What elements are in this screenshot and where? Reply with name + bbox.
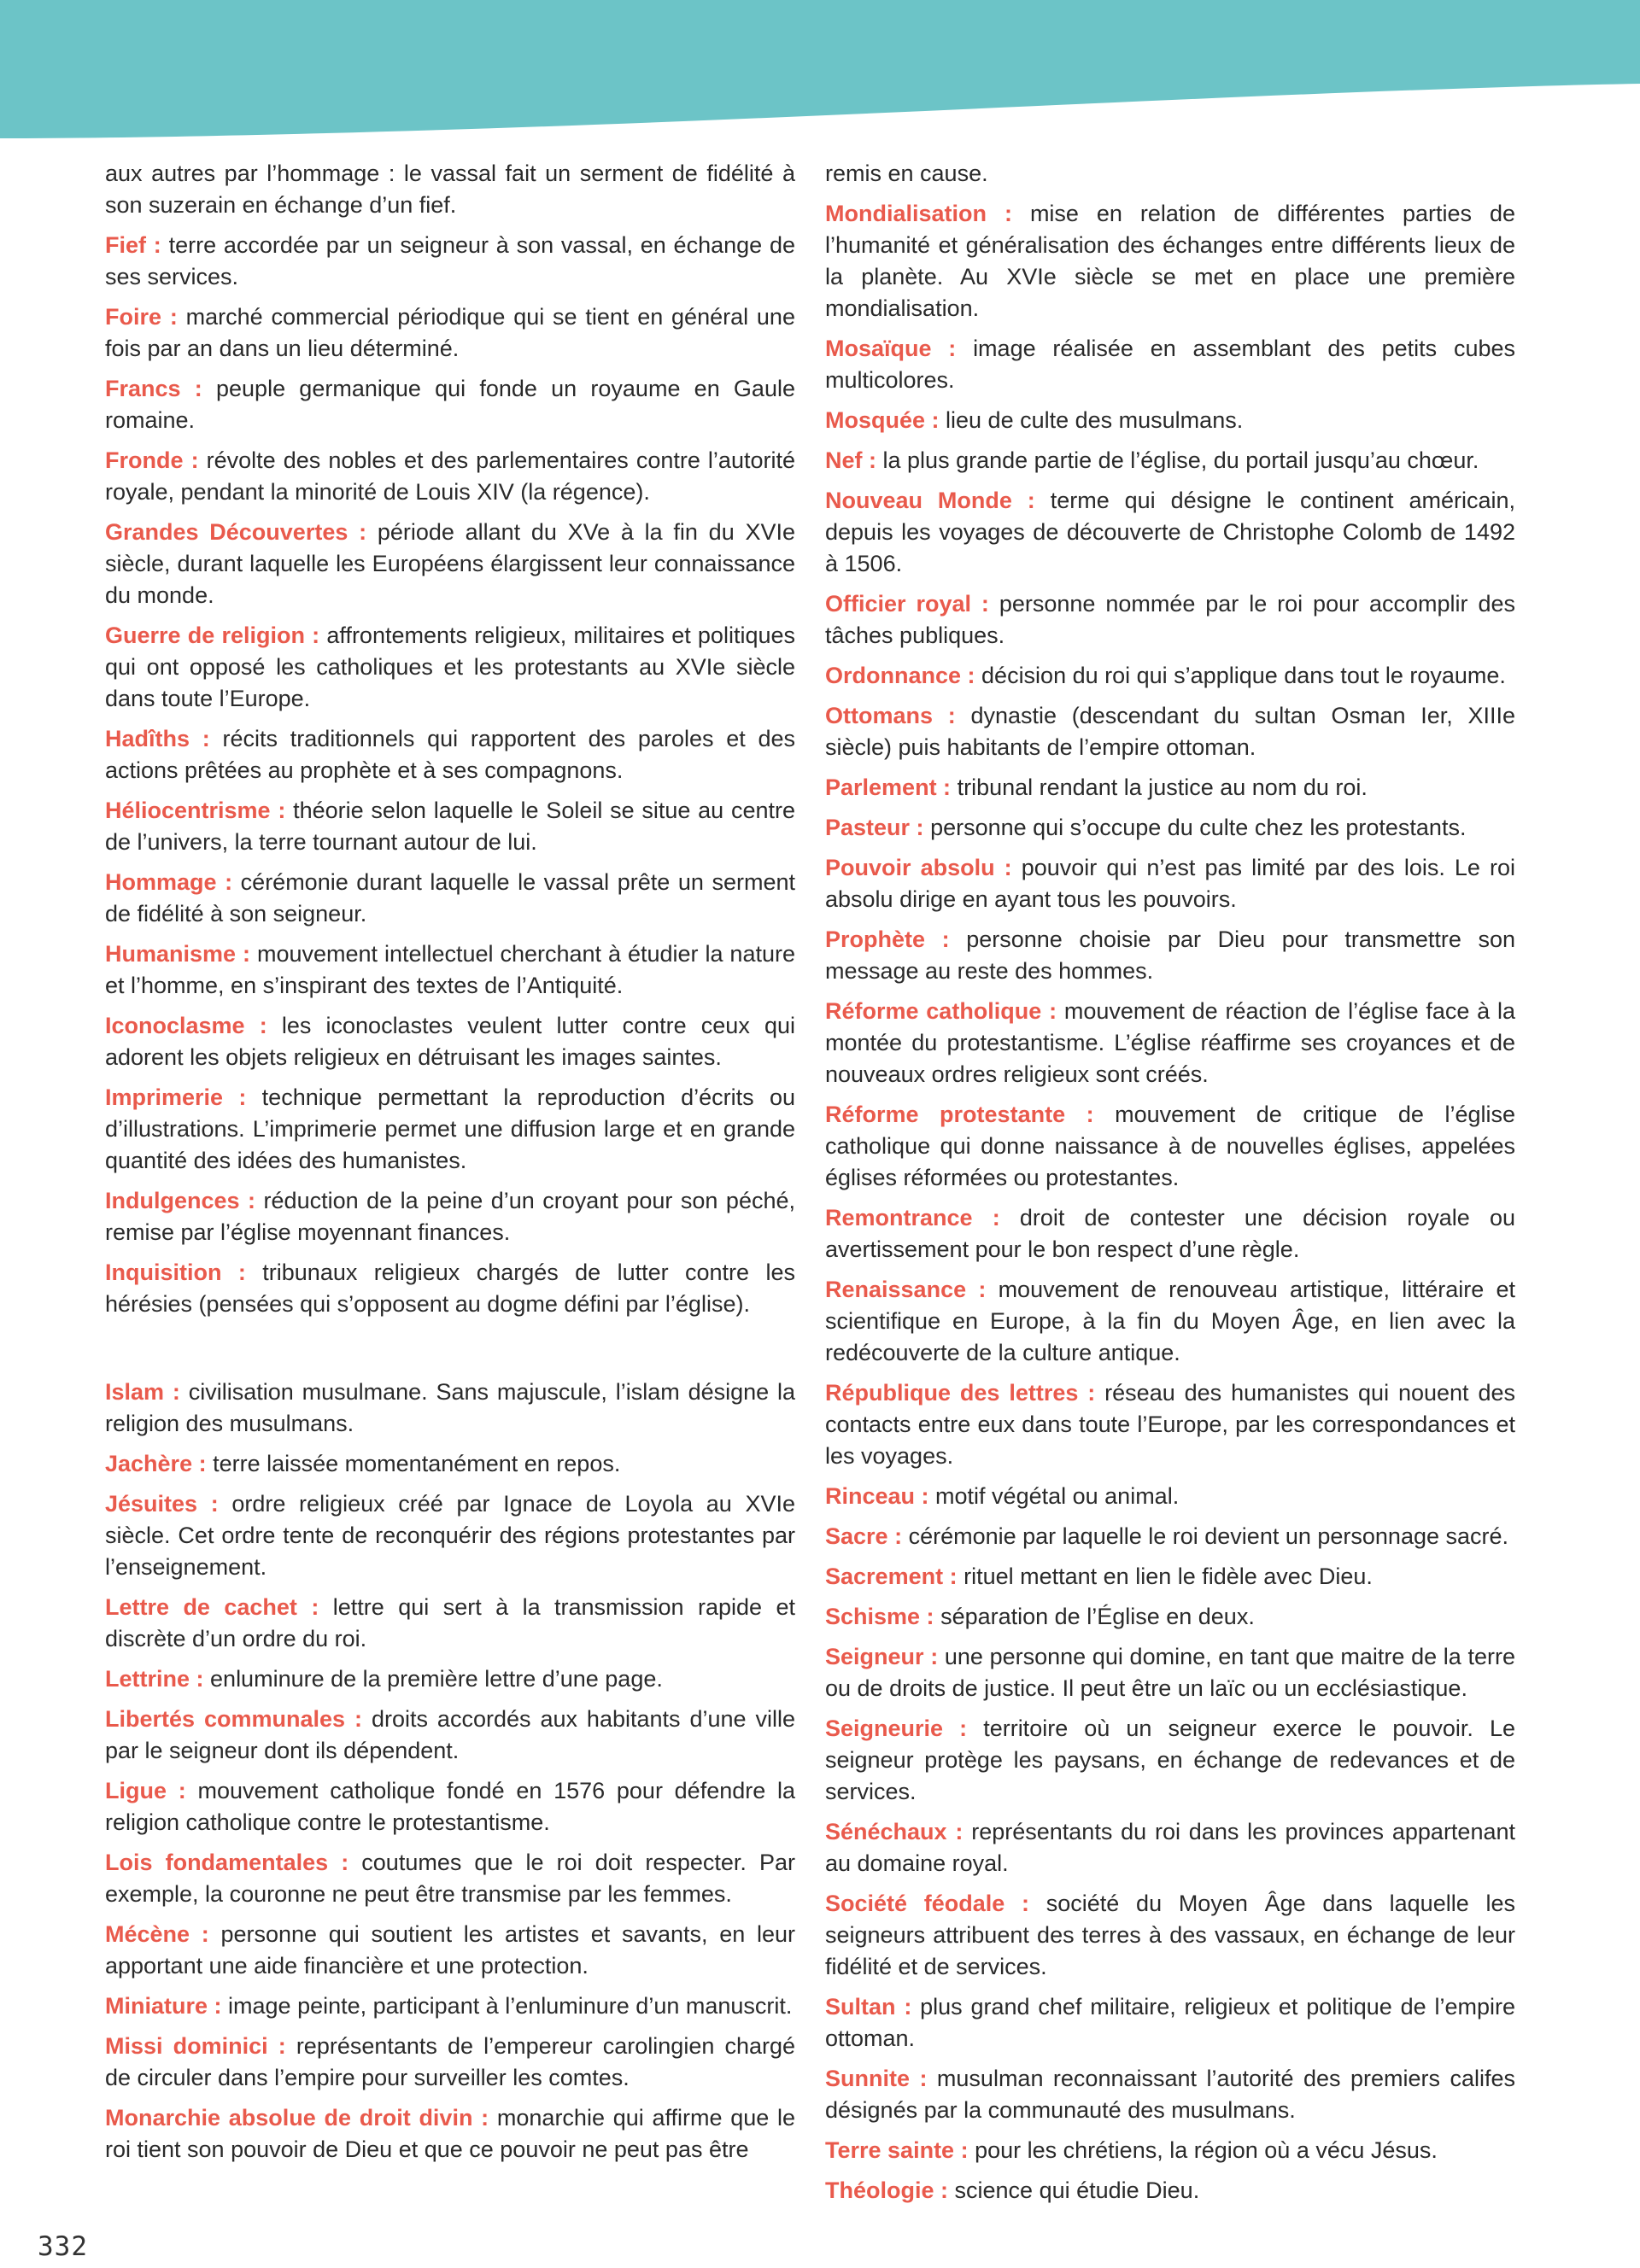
glossary-entry [825,198,1515,324]
entry-definition: mise en relation de différentes parties de l’humanité et généralisation des échanges entre différents lieux de la planète. Au XVIe siècle se met en place une première mondialisation. [825,201,1515,321]
entry-term: Sacre : [825,1523,903,1549]
entry-term: Francs : [105,376,202,401]
glossary-entry [825,2175,1515,2207]
glossary-entry [105,1919,795,1982]
entry-definition: lettre qui sert à la transmission rapide et discrète d’un ordre du roi. [105,1594,795,1651]
entry-definition: image réalisée en assemblant des petits cubes multicolores. [825,336,1515,393]
entry-definition: aux autres par l’hommage : le vassal fait un serment de fidélité à son suzerain en échange d’un fief. [105,161,795,218]
glossary-entry [105,1082,795,1177]
glossary-entry [825,1377,1515,1472]
glossary-entry [825,333,1515,396]
glossary-right-column [825,158,1515,2215]
entry-definition: mouvement de critique de l’église catholique qui donne naissance à de nouvelles églises, appelées églises réformées ou protestantes. [825,1102,1515,1190]
glossary-entry [825,1816,1515,1879]
entry-term: Sultan : [825,1994,912,2020]
entry-definition: enluminure de la première lettre d’une page. [210,1666,663,1692]
entry-term: Islam : [105,1379,180,1405]
entry-term: Société féodale : [825,1891,1030,1916]
entry-definition: plus grand chef militaire, religieux et politique de l’empire ottoman. [825,1994,1515,2051]
entry-definition: civilisation musulmane. Sans majuscule, l’islam désigne la religion des musulmans. [105,1379,795,1436]
entry-term: Sénéchaux : [825,1819,964,1844]
glossary-entry [105,1448,795,1480]
glossary-entry [105,158,795,221]
entry-term: Pasteur : [825,815,924,840]
glossary-entry [825,2135,1515,2166]
entry-definition: motif végétal ou animal. [935,1483,1180,1509]
entry-definition: remis en cause. [825,161,988,186]
entry-definition: droit de contester une décision royale ou avertissement pour le bon respect d’une règle. [825,1205,1515,1262]
glossary-entry [825,1481,1515,1512]
glossary-entry [825,1274,1515,1369]
entry-definition: monarchie qui affirme que le roi tient son pouvoir de Dieu et que ce pouvoir ne peut pas être [105,2105,795,2162]
entry-term: Hommage : [105,869,233,895]
entry-term: Ligue : [105,1778,186,1803]
glossary-entry [105,1990,795,2022]
entry-definition: personne nommée par le roi pour accomplir des tâches publiques. [825,591,1515,648]
glossary-entry [105,620,795,715]
entry-definition: théorie selon laquelle le Soleil se situe au centre de l’univers, la terre tournant autour de lui. [105,798,795,855]
glossary-entry [105,723,795,786]
entry-definition: représentants du roi dans les provinces appartenant au domaine royal. [825,1819,1516,1876]
glossary-entry [105,230,795,293]
entry-term: Héliocentrisme : [105,798,286,823]
entry-definition: une personne qui domine, en tant que maitre de la terre ou de droits de justice. Il peut être un laïc ou un ecclésiastique. [825,1644,1515,1701]
entry-term: Sunnite : [825,2066,928,2091]
entry-definition: cérémonie par laquelle le roi devient un personnage sacré. [908,1523,1509,1549]
glossary-entry [105,1010,795,1073]
entry-term: Miniature : [105,1993,222,2019]
entry-term: Théologie : [825,2177,948,2203]
entry-term: Mécène : [105,1921,209,1947]
glossary-entry [825,996,1515,1090]
glossary-entry [105,1592,795,1655]
glossary-entry [105,1377,795,1440]
glossary-entry [105,2102,795,2166]
entry-term: Inquisition : [105,1260,246,1285]
glossary-entry [825,772,1515,804]
entry-term: Réforme protestante : [825,1102,1094,1127]
entry-definition: pour les chrétiens, la région où a vécu Jésus. [975,2137,1438,2163]
glossary-entry [105,373,795,436]
entry-term: Imprimerie : [105,1084,247,1110]
glossary-left-column [105,158,795,2174]
entry-term: Ordonnance : [825,663,975,688]
entry-definition: récits traditionnels qui rapportent des paroles et des actions prêtées au prophète et à ses compagnons. [105,726,795,783]
entry-definition: séparation de l’Église en deux. [940,1604,1255,1629]
glossary-entry [825,1713,1515,1808]
entry-term: République des lettres : [825,1380,1096,1406]
entry-definition: terre accordée par un seigneur à son vassal, en échange de ses services. [105,232,795,289]
entry-definition: droits accordés aux habitants d’une ville par le seigneur dont ils dépendent. [105,1706,795,1763]
glossary-entry [825,700,1515,763]
glossary-entry [105,867,795,930]
glossary-entry [825,1561,1515,1593]
entry-term: Fief : [105,232,161,258]
glossary-entry [825,158,1515,190]
glossary-entry [825,1641,1515,1704]
page-number: 332 [38,2231,88,2262]
glossary-entry [825,1888,1515,1983]
entry-definition: terre laissée momentanément en repos. [213,1451,621,1476]
glossary-entry [105,445,795,508]
entry-definition: tribunaux religieux chargés de lutter contre les hérésies (pensées qui s’opposent au dogme défini par l’église). [105,1260,795,1317]
entry-definition: période allant du XVe à la fin du XVIe siècle, durant laquelle les Européens élargissent leur connaissance du monde. [105,519,795,608]
entry-definition: image peinte, participant à l’enluminure d’un manuscrit. [228,1993,793,2019]
entry-term: Parlement : [825,775,952,800]
entry-term: Nouveau Monde : [825,488,1035,513]
entry-term: Foire : [105,304,178,330]
entry-term: Humanisme : [105,941,250,967]
entry-definition: cérémonie durant laquelle le vassal prête un serment de fidélité à son seigneur. [105,869,795,926]
glossary-entry [825,445,1515,476]
entry-term: Officier royal : [825,591,989,617]
glossary-entry [105,1488,795,1583]
entry-definition: technique permettant la reproduction d’écrits ou d’illustrations. L’imprimerie permet une diffusion large et en grande quantité des idées des humanistes. [105,1084,795,1173]
entry-term: Ottomans : [825,703,956,728]
entry-term: Grandes Découvertes : [105,519,367,545]
entry-definition: rituel mettant en lien le fidèle avec Dieu. [964,1564,1373,1589]
entry-term: Seigneurie : [825,1716,968,1741]
entry-term: Hadîths : [105,726,210,751]
entry-definition: personne qui s’occupe du culte chez les protestants. [930,815,1467,840]
entry-term: Schisme : [825,1604,934,1629]
entry-definition: mouvement intellectuel cherchant à étudier la nature et l’homme, en s’inspirant des textes de l’Antiquité. [105,941,795,998]
glossary-entry [825,812,1515,844]
entry-definition: ordre religieux créé par Ignace de Loyola au XVIe siècle. Cet ordre tente de reconquérir des régions protestantes par l’enseignement. [105,1491,795,1580]
entry-definition: affrontements religieux, militaires et politiques qui ont opposé les catholiques et les protestants au XVIe siècle dans toute l’Europe. [105,623,795,711]
glossary-entry [105,1704,795,1767]
entry-term: Nef : [825,447,876,473]
entry-definition: réduction de la peine d’un croyant pour son péché, remise par l’église moyennant finances. [105,1188,795,1245]
entry-term: Terre sainte : [825,2137,969,2163]
glossary-entry [825,852,1515,915]
entry-term: Jésuites : [105,1491,219,1517]
header-banner [0,0,1640,145]
entry-definition: lieu de culte des musulmans. [946,407,1244,433]
glossary-entry [105,301,795,365]
entry-term: Monarchie absolue de droit divin : [105,2105,489,2131]
entry-term: Pouvoir absolu : [825,855,1012,880]
header-wave [0,0,1640,145]
glossary-entry [105,938,795,1002]
entry-definition: la plus grande partie de l’église, du portail jusqu’au chœur. [882,447,1479,473]
entry-definition: territoire où un seigneur exerce le pouvoir. Le seigneur protège les paysans, en échange de redevances et de services. [825,1716,1515,1804]
glossary-entry [105,1257,795,1320]
entry-definition: dynastie (descendant du sultan Osman Ier, XIIIe siècle) puis habitants de l’empire ottoman. [825,703,1515,760]
glossary-entry [825,588,1515,652]
entry-term: Rinceau : [825,1483,929,1509]
entry-term: Iconoclasme : [105,1013,267,1038]
entry-term: Missi dominici : [105,2033,286,2059]
entry-definition: coutumes que le roi doit respecter. Par exemple, la couronne ne peut être transmise par les femmes. [105,1850,795,1907]
entry-definition: mouvement de renouveau artistique, littéraire et scientifique en Europe, à la fin du Moyen Âge, en lien avec la redécouverte de la culture antique. [825,1277,1516,1365]
entry-definition: mouvement de réaction de l’église face à la montée du protestantisme. L’église réaffirme ses croyances et de nouveaux ordres religieux sont créés. [825,998,1515,1087]
glossary-entry [825,2063,1515,2126]
entry-definition: personne qui soutient les artistes et savants, en leur apportant une aide financière et une protection. [105,1921,795,1979]
entry-definition: réseau des humanistes qui nouent des contacts entre eux dans toute l’Europe, par les correspondances et les voyages. [825,1380,1515,1469]
entry-term: Indulgences : [105,1188,256,1213]
glossary-entry [105,795,795,858]
glossary-entry [105,1663,795,1695]
glossary-entry [105,1185,795,1248]
entry-term: Mosquée : [825,407,940,433]
entry-definition: terme qui désigne le continent américain, depuis les voyages de découverte de Christophe Colomb de 1492 à 1506. [825,488,1515,576]
glossary-entry [825,485,1515,580]
entry-definition: musulman reconnaissant l’autorité des premiers califes désignés par la communauté des musulmans. [825,2066,1515,2123]
entry-term: Lettrine : [105,1666,204,1692]
entry-definition: représentants de l’empereur carolingien chargé de circuler dans l’empire pour surveiller les comtes. [105,2033,795,2090]
entry-term: Sacrement : [825,1564,958,1589]
entry-definition: tribunal rendant la justice au nom du roi. [957,775,1368,800]
entry-term: Mondialisation : [825,201,1012,226]
glossary-entry [825,1601,1515,1633]
entry-definition: décision du roi qui s’applique dans tout le royaume. [981,663,1506,688]
entry-term: Prophète : [825,926,950,952]
entry-term: Renaissance : [825,1277,987,1302]
glossary-entry [105,1775,795,1838]
entry-term: Seigneur : [825,1644,939,1669]
entry-definition: pouvoir qui n’est pas limité par des lois. Le roi absolu dirige en ayant tous les pouvoirs. [825,855,1515,912]
glossary-entry [825,1521,1515,1552]
entry-term: Réforme catholique : [825,998,1057,1024]
entry-term: Guerre de religion : [105,623,320,648]
entry-definition: révolte des nobles et des parlementaires contre l’autorité royale, pendant la minorité de Louis XIV (la régence). [105,447,795,505]
glossary-entry [105,517,795,611]
entry-term: Lettre de cachet : [105,1594,319,1620]
glossary-entry [105,2031,795,2094]
entry-term: Jachère : [105,1451,207,1476]
entry-term: Mosaïque : [825,336,957,361]
entry-term: Lois fondamentales : [105,1850,349,1875]
entry-definition: société du Moyen Âge dans laquelle les seigneurs attribuent des terres à des vassaux, en échange de leur fidélité et de services. [825,1891,1515,1979]
entry-definition: marché commercial périodique qui se tient en général une fois par an dans un lieu déterminé. [105,304,795,361]
entry-term: Fronde : [105,447,199,473]
entry-definition: peuple germanique qui fonde un royaume en Gaule romaine. [105,376,795,433]
entry-definition: personne choisie par Dieu pour transmettre son message au reste des hommes. [825,926,1515,984]
glossary-entry [825,1202,1515,1266]
glossary-entry [825,660,1515,692]
glossary-entry [825,1991,1515,2055]
entry-term: Remontrance : [825,1205,1000,1230]
entry-definition: science qui étudie Dieu. [954,2177,1200,2203]
glossary-entry [825,405,1515,436]
entry-term: Libertés communales : [105,1706,362,1732]
glossary-entry [105,1847,795,1910]
glossary-entry [825,924,1515,987]
entry-definition: mouvement catholique fondé en 1576 pour défendre la religion catholique contre le protestantisme. [105,1778,795,1835]
entry-definition: les iconoclastes veulent lutter contre ceux qui adorent les objets religieux en détruisant les images saintes. [105,1013,795,1070]
glossary-entry [825,1099,1515,1194]
